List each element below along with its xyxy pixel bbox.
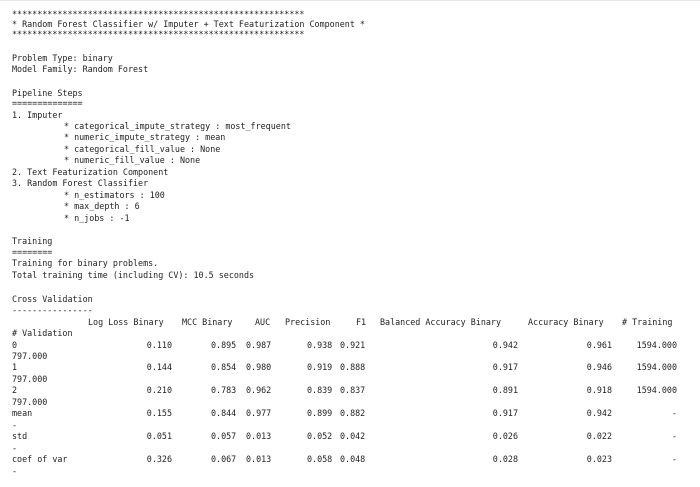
cell-accuracy: 0.023	[586, 454, 612, 464]
cell-balanced-accuracy: 0.891	[492, 385, 518, 395]
top-divider	[0, 0, 700, 1]
cell-training: -	[671, 408, 677, 418]
pipeline-param: * n_estimators : 100	[64, 190, 165, 200]
col-header-precision: Precision	[285, 317, 331, 327]
cell-auc: 0.013	[246, 431, 272, 441]
row-label: coef of var	[12, 454, 68, 464]
pipeline-param: * categorical_fill_value : None	[64, 144, 221, 154]
cell-log-loss: 0.155	[146, 408, 172, 418]
banner-top-stars: **********************************************************	[12, 9, 305, 19]
cell-f1: 0.837	[340, 385, 366, 395]
cell-auc: 0.980	[246, 362, 272, 372]
cell-auc: 0.013	[246, 454, 272, 464]
cell-precision: 0.899	[307, 408, 333, 418]
cell-validation: -	[12, 443, 18, 453]
pipeline-param: * max_depth : 6	[64, 201, 140, 211]
cell-f1: 0.882	[340, 408, 366, 418]
cell-log-loss: 0.144	[146, 362, 172, 372]
cell-validation: -	[12, 420, 18, 430]
report-title: * Random Forest Classifier w/ Imputer + Text Featurization Component *	[12, 19, 365, 29]
cell-log-loss: 0.110	[146, 340, 172, 350]
cell-mcc: 0.854	[211, 362, 237, 372]
training-heading: Training	[12, 236, 53, 246]
cell-validation: -	[12, 466, 18, 476]
col-header-validation: # Validation	[12, 328, 73, 338]
training-description: Training for binary problems.	[12, 258, 159, 268]
cell-precision: 0.058	[307, 454, 333, 464]
pipeline-param: * n_jobs : -1	[64, 213, 130, 223]
cell-balanced-accuracy: 0.917	[492, 408, 518, 418]
pipeline-step-2: 2. Text Featurization Component	[12, 167, 169, 177]
cell-training: -	[671, 431, 677, 441]
cell-auc: 0.977	[246, 408, 272, 418]
cell-validation: 797.000	[12, 397, 48, 407]
col-header-auc: AUC	[255, 317, 271, 327]
cell-accuracy: 0.946	[586, 362, 612, 372]
cell-accuracy: 0.961	[586, 340, 612, 350]
cell-accuracy: 0.942	[586, 408, 612, 418]
row-label: mean	[12, 408, 33, 418]
cell-validation: 797.000	[12, 374, 48, 384]
col-header-mcc: MCC Binary	[182, 317, 233, 327]
cell-training: 1594.000	[636, 362, 677, 372]
cell-accuracy: 0.918	[586, 385, 612, 395]
row-label: 1	[12, 362, 18, 372]
pipeline-param: * categorical_impute_strategy : most_frequent	[64, 121, 291, 131]
col-header-training: # Training	[622, 317, 673, 327]
training-rule: ========	[12, 247, 53, 257]
cell-log-loss: 0.210	[146, 385, 172, 395]
banner-bottom-stars: **********************************************************	[12, 29, 305, 39]
cell-training: 1594.000	[636, 385, 677, 395]
cell-precision: 0.938	[307, 340, 333, 350]
cell-training: 1594.000	[636, 340, 677, 350]
problem-type: Problem Type: binary	[12, 53, 113, 63]
cell-auc: 0.987	[246, 340, 272, 350]
cv-heading: Cross Validation	[12, 294, 93, 304]
cell-precision: 0.839	[307, 385, 333, 395]
cell-accuracy: 0.022	[586, 431, 612, 441]
pipeline-param: * numeric_impute_strategy : mean	[64, 132, 226, 142]
cell-mcc: 0.783	[211, 385, 237, 395]
pipeline-step-3: 3. Random Forest Classifier	[12, 178, 149, 188]
cell-f1: 0.921	[340, 340, 366, 350]
cell-f1: 0.042	[340, 431, 366, 441]
col-header-accuracy: Accuracy Binary	[528, 317, 604, 327]
cell-mcc: 0.895	[211, 340, 237, 350]
cv-rule: ----------------	[12, 305, 93, 315]
pipeline-heading: Pipeline Steps	[12, 88, 83, 98]
model-family: Model Family: Random Forest	[12, 64, 149, 74]
row-label: 2	[12, 385, 18, 395]
col-header-balanced-accuracy: Balanced Accuracy Binary	[380, 317, 502, 327]
cell-log-loss: 0.326	[146, 454, 172, 464]
cell-mcc: 0.067	[211, 454, 237, 464]
cell-precision: 0.919	[307, 362, 333, 372]
cell-balanced-accuracy: 0.026	[492, 431, 518, 441]
cell-balanced-accuracy: 0.942	[492, 340, 518, 350]
cell-balanced-accuracy: 0.917	[492, 362, 518, 372]
col-header-f1: F1	[356, 317, 367, 327]
pipeline-param: * numeric_fill_value : None	[64, 155, 201, 165]
col-header-log-loss: Log Loss Binary	[88, 317, 164, 327]
cell-log-loss: 0.051	[146, 431, 172, 441]
cell-mcc: 0.844	[211, 408, 237, 418]
cell-f1: 0.048	[340, 454, 366, 464]
cell-balanced-accuracy: 0.028	[492, 454, 518, 464]
pipeline-rule: ==============	[12, 98, 83, 108]
cell-validation: 797.000	[12, 351, 48, 361]
training-time: Total training time (including CV): 10.5 seconds	[12, 270, 255, 280]
cell-precision: 0.052	[307, 431, 333, 441]
cell-mcc: 0.057	[211, 431, 237, 441]
pipeline-step-1: 1. Imputer	[12, 110, 63, 120]
row-label: std	[12, 431, 28, 441]
cell-f1: 0.888	[340, 362, 366, 372]
cell-auc: 0.962	[246, 385, 272, 395]
row-label: 0	[12, 340, 18, 350]
cell-training: -	[671, 454, 677, 464]
